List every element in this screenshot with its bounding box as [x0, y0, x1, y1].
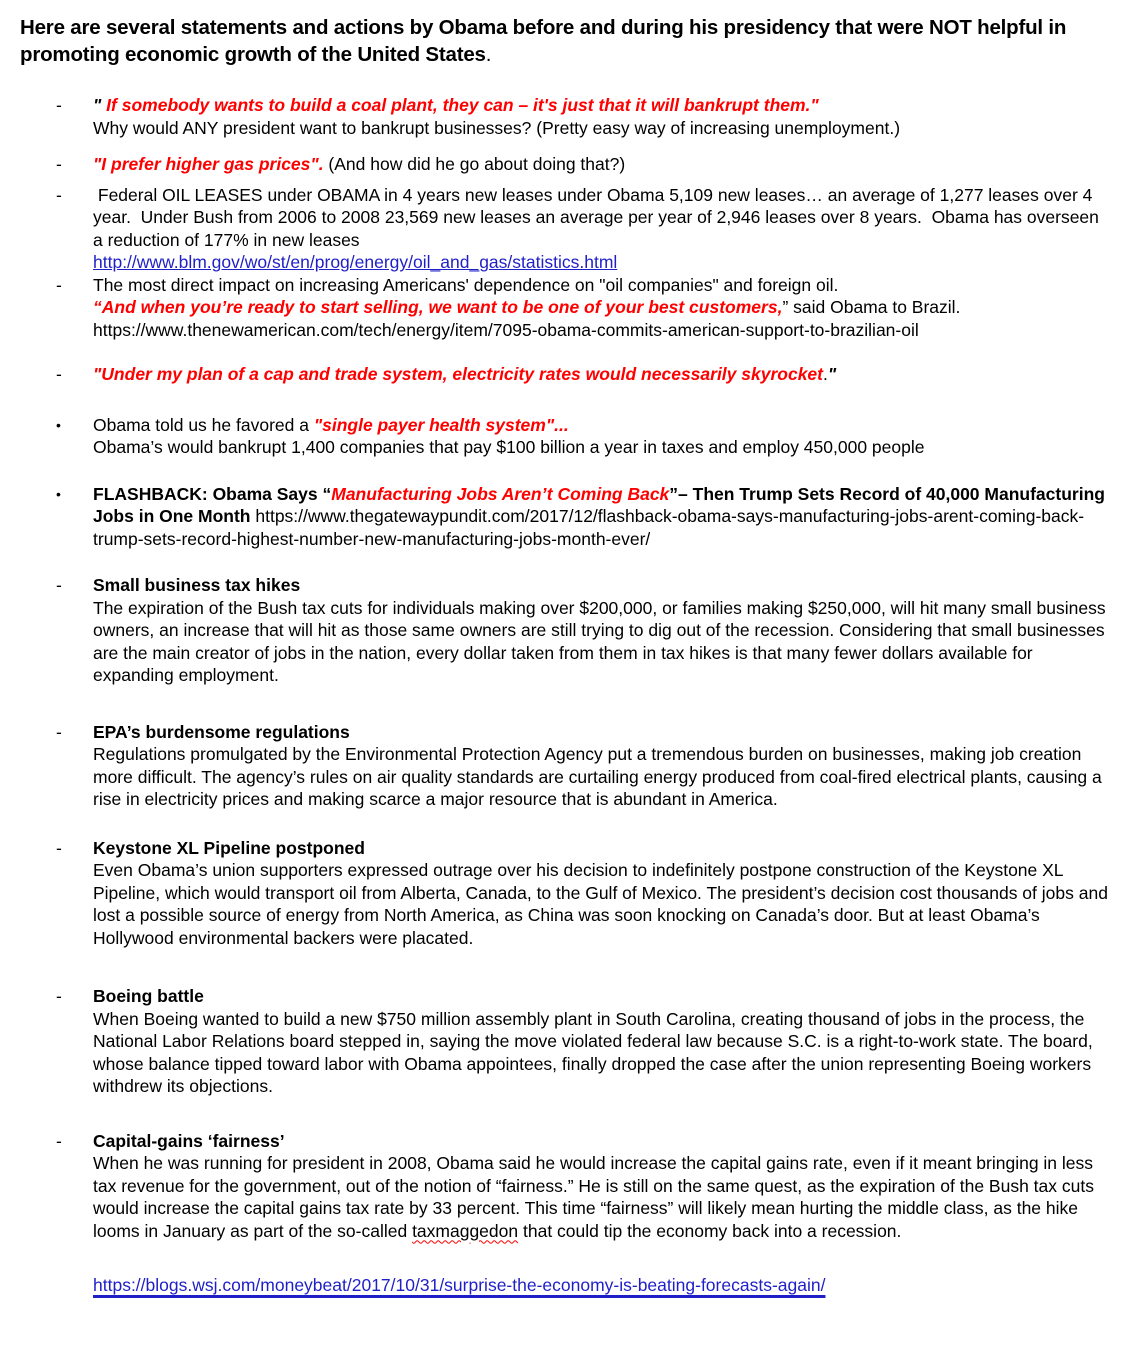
dash-marker: - [56, 575, 62, 595]
text-run: https://www.thenewamerican.com/tech/energy/item/7095-obama-commits-american-support-to-brazilian-oil [93, 319, 919, 340]
text-run: When Boeing wanted to build a new $750 million assembly plant in South Carolina, creating thousand of jobs in the process, the National Labor Relations board stepped in, saying the move violated federal law because S.C. is a right-to-work state. The board, whose balance tipped toward labor with Obama appointees, finally dropped the case after the union representing Boeing workers withdrew its objections. [93, 1008, 1098, 1096]
item-text [93, 363, 1108, 386]
list-item-oil-dependence [0, 274, 1124, 342]
list-item-single-payer [0, 414, 1124, 459]
text-run: “And when you’re ready to start selling, we want to be one of your best customers, [93, 297, 783, 317]
item-text [93, 414, 1108, 459]
item-text [93, 94, 1108, 139]
text-run: Regulations promulgated by the Environmental Protection Agency put a tremendous burden on businesses, making job creation more difficult. The agency’s rules on air quality standards are curtailing energy produced from coal-fired electrical plants, causing a rise in electricity prices and making scarce a major resource that is abundant in America. [93, 744, 1107, 809]
item-text [93, 837, 1113, 950]
text-run: Boeing battle [93, 986, 204, 1006]
text-run: When he was running for president in 2008, Obama said he would increase the capital gains rate, even if it meant bringing in less tax revenue for the government, out of the notion of “fairness.” He is still on the same quest, as the expiration of the Bush tax cuts would increase the capital gains tax rate by 33 percent. This time “fairness” will likely mean hurting the middle class, as the hike looms in January as part of the so-called [93, 1153, 1099, 1241]
text-run: " [93, 95, 107, 115]
list-item-epa-regulations [0, 721, 1124, 811]
hyperlink[interactable]: https://blogs.wsj.com/moneybeat/2017/10/31/surprise-the-economy-is-beating-forecasts-again/ [93, 1275, 826, 1295]
text-run: The most direct impact on increasing Americans' dependence on "oil companies" and foreign oil. [93, 274, 839, 295]
item-text [93, 153, 1108, 176]
list-item-keystone-pipeline [0, 837, 1124, 950]
dash-marker: - [56, 154, 62, 174]
bullet-marker: • [56, 485, 61, 502]
text-run: " [827, 364, 837, 384]
item-text [93, 274, 1108, 342]
item-text [93, 1274, 1108, 1297]
text-run: "I prefer higher gas prices". [93, 154, 329, 174]
text-run: Even Obama’s union supporters expressed outrage over his decision to indefinitely postpone construction of the Keystone XL Pipeline, which would transport oil from Alberta, Canada, to the Gulf of Mexico. The president’s decision cost thousands of jobs and lost a possible source of energy from North America, as China was soon knocking on Canada’s door. But at least Obama’s Hollywood environmental backers were placated. [93, 860, 1113, 948]
text-run: taxmaggedon [412, 1220, 519, 1241]
dash-marker: - [56, 721, 62, 742]
text-run: said Obama to Brazil. [788, 297, 961, 317]
dash-marker: - [56, 837, 62, 858]
text-run: . [823, 364, 828, 384]
text-run: Obama told us he favored a [93, 414, 314, 435]
text-run: (And how did he go about doing that?) [328, 154, 626, 174]
text-run: The expiration of the Bush tax cuts for individuals making over $200,000, or families making $250,000, will hit many small business owners, an increase that will hit as those same owners are still trying to dig out of the recession. Considering that small businesses are the main creator of jobs in the nation, every dollar taken from them in tax hikes is that many fewer dollars available for expanding employment. [93, 597, 1111, 685]
list-item-boeing-battle [0, 985, 1124, 1098]
dash-marker: - [56, 1130, 62, 1151]
text-run: that could tip the economy back into a recession. [518, 1220, 902, 1241]
text-run: ”– Then Trump Sets Record of 40,000 Manufacturing Jobs in One Month [93, 483, 1110, 526]
text-run: Keystone XL Pipeline postponed [93, 837, 365, 858]
dash-marker: - [56, 364, 62, 384]
text-run: https://www.thegatewaypundit.com/2017/12/flashback-obama-says-manufacturing-jobs-arent-coming-back-trump-sets-record-highest-number-new-manufacturing-jobs-month-ever/ [93, 506, 1085, 549]
text-run: EPA’s burdensome regulations [93, 721, 350, 742]
list-item-oil-leases [0, 184, 1124, 274]
dash-marker: - [56, 95, 62, 115]
document-title [20, 14, 1085, 68]
text-run: Manufacturing Jobs Aren’t Coming Back [331, 483, 670, 504]
text-run: If somebody wants to build a coal plant, they can – it's just that it will bankrupt them." [106, 95, 819, 115]
list-item-coal-plant-quote [0, 94, 1124, 139]
list-item-gas-prices-quote [0, 153, 1124, 176]
text-run: Federal OIL LEASES under OBAMA in 4 years new leases under Obama 5,109 new leases… an average of 1,277 leases over 4 year. Under Bush from 2006 to 2008 23,569 new leases an average per year of 2,946 leases over 8 years. Obama has overseen a reduction of 177% in new leases [93, 184, 1104, 250]
list-item-small-business-tax-hikes [0, 574, 1124, 687]
text-run: Why would ANY president want to bankrupt businesses? (Pretty easy way of increasing unemployment.) [93, 117, 901, 138]
text-run: "Under my plan of a cap and trade system, electricity rates would necessarily skyrocket [93, 364, 823, 384]
title-period: . [485, 43, 492, 66]
item-text [93, 721, 1108, 811]
item-text [93, 184, 1108, 274]
document-page [0, 14, 1124, 1360]
no-marker [56, 1274, 93, 1297]
text-run: FLASHBACK: Obama Says “ [93, 483, 332, 504]
item-text [93, 985, 1108, 1098]
title-text: Here are several statements and actions by Obama before and during his presidency that were NOT helpful in promoting economic growth of the United States [20, 16, 1067, 66]
statement-list [0, 94, 1124, 1297]
text-run: Small business tax hikes [93, 575, 301, 595]
text-run: Obama’s would bankrupt 1,400 companies that pay $100 billion a year in taxes and employ 450,000 people [93, 437, 925, 457]
dash-marker: - [56, 986, 62, 1006]
item-text [93, 574, 1111, 687]
text-run: ” [782, 297, 789, 317]
list-item-flashback-manufacturing [0, 483, 1124, 551]
list-item-capital-gains-fairness [0, 1130, 1124, 1243]
list-item-wsj-link [0, 1274, 1124, 1297]
bullet-marker: • [56, 416, 61, 433]
item-text [93, 483, 1108, 551]
item-text [93, 1130, 1108, 1243]
dash-marker: - [56, 274, 62, 295]
dash-marker: - [56, 184, 62, 205]
text-run: Capital-gains ‘fairness’ [93, 1130, 285, 1151]
text-run: "single payer health system"... [313, 414, 569, 435]
list-item-cap-and-trade-quote [0, 363, 1124, 386]
hyperlink[interactable]: http://www.blm.gov/wo/st/en/prog/energy/oil_and_gas/statistics.html [93, 252, 618, 272]
